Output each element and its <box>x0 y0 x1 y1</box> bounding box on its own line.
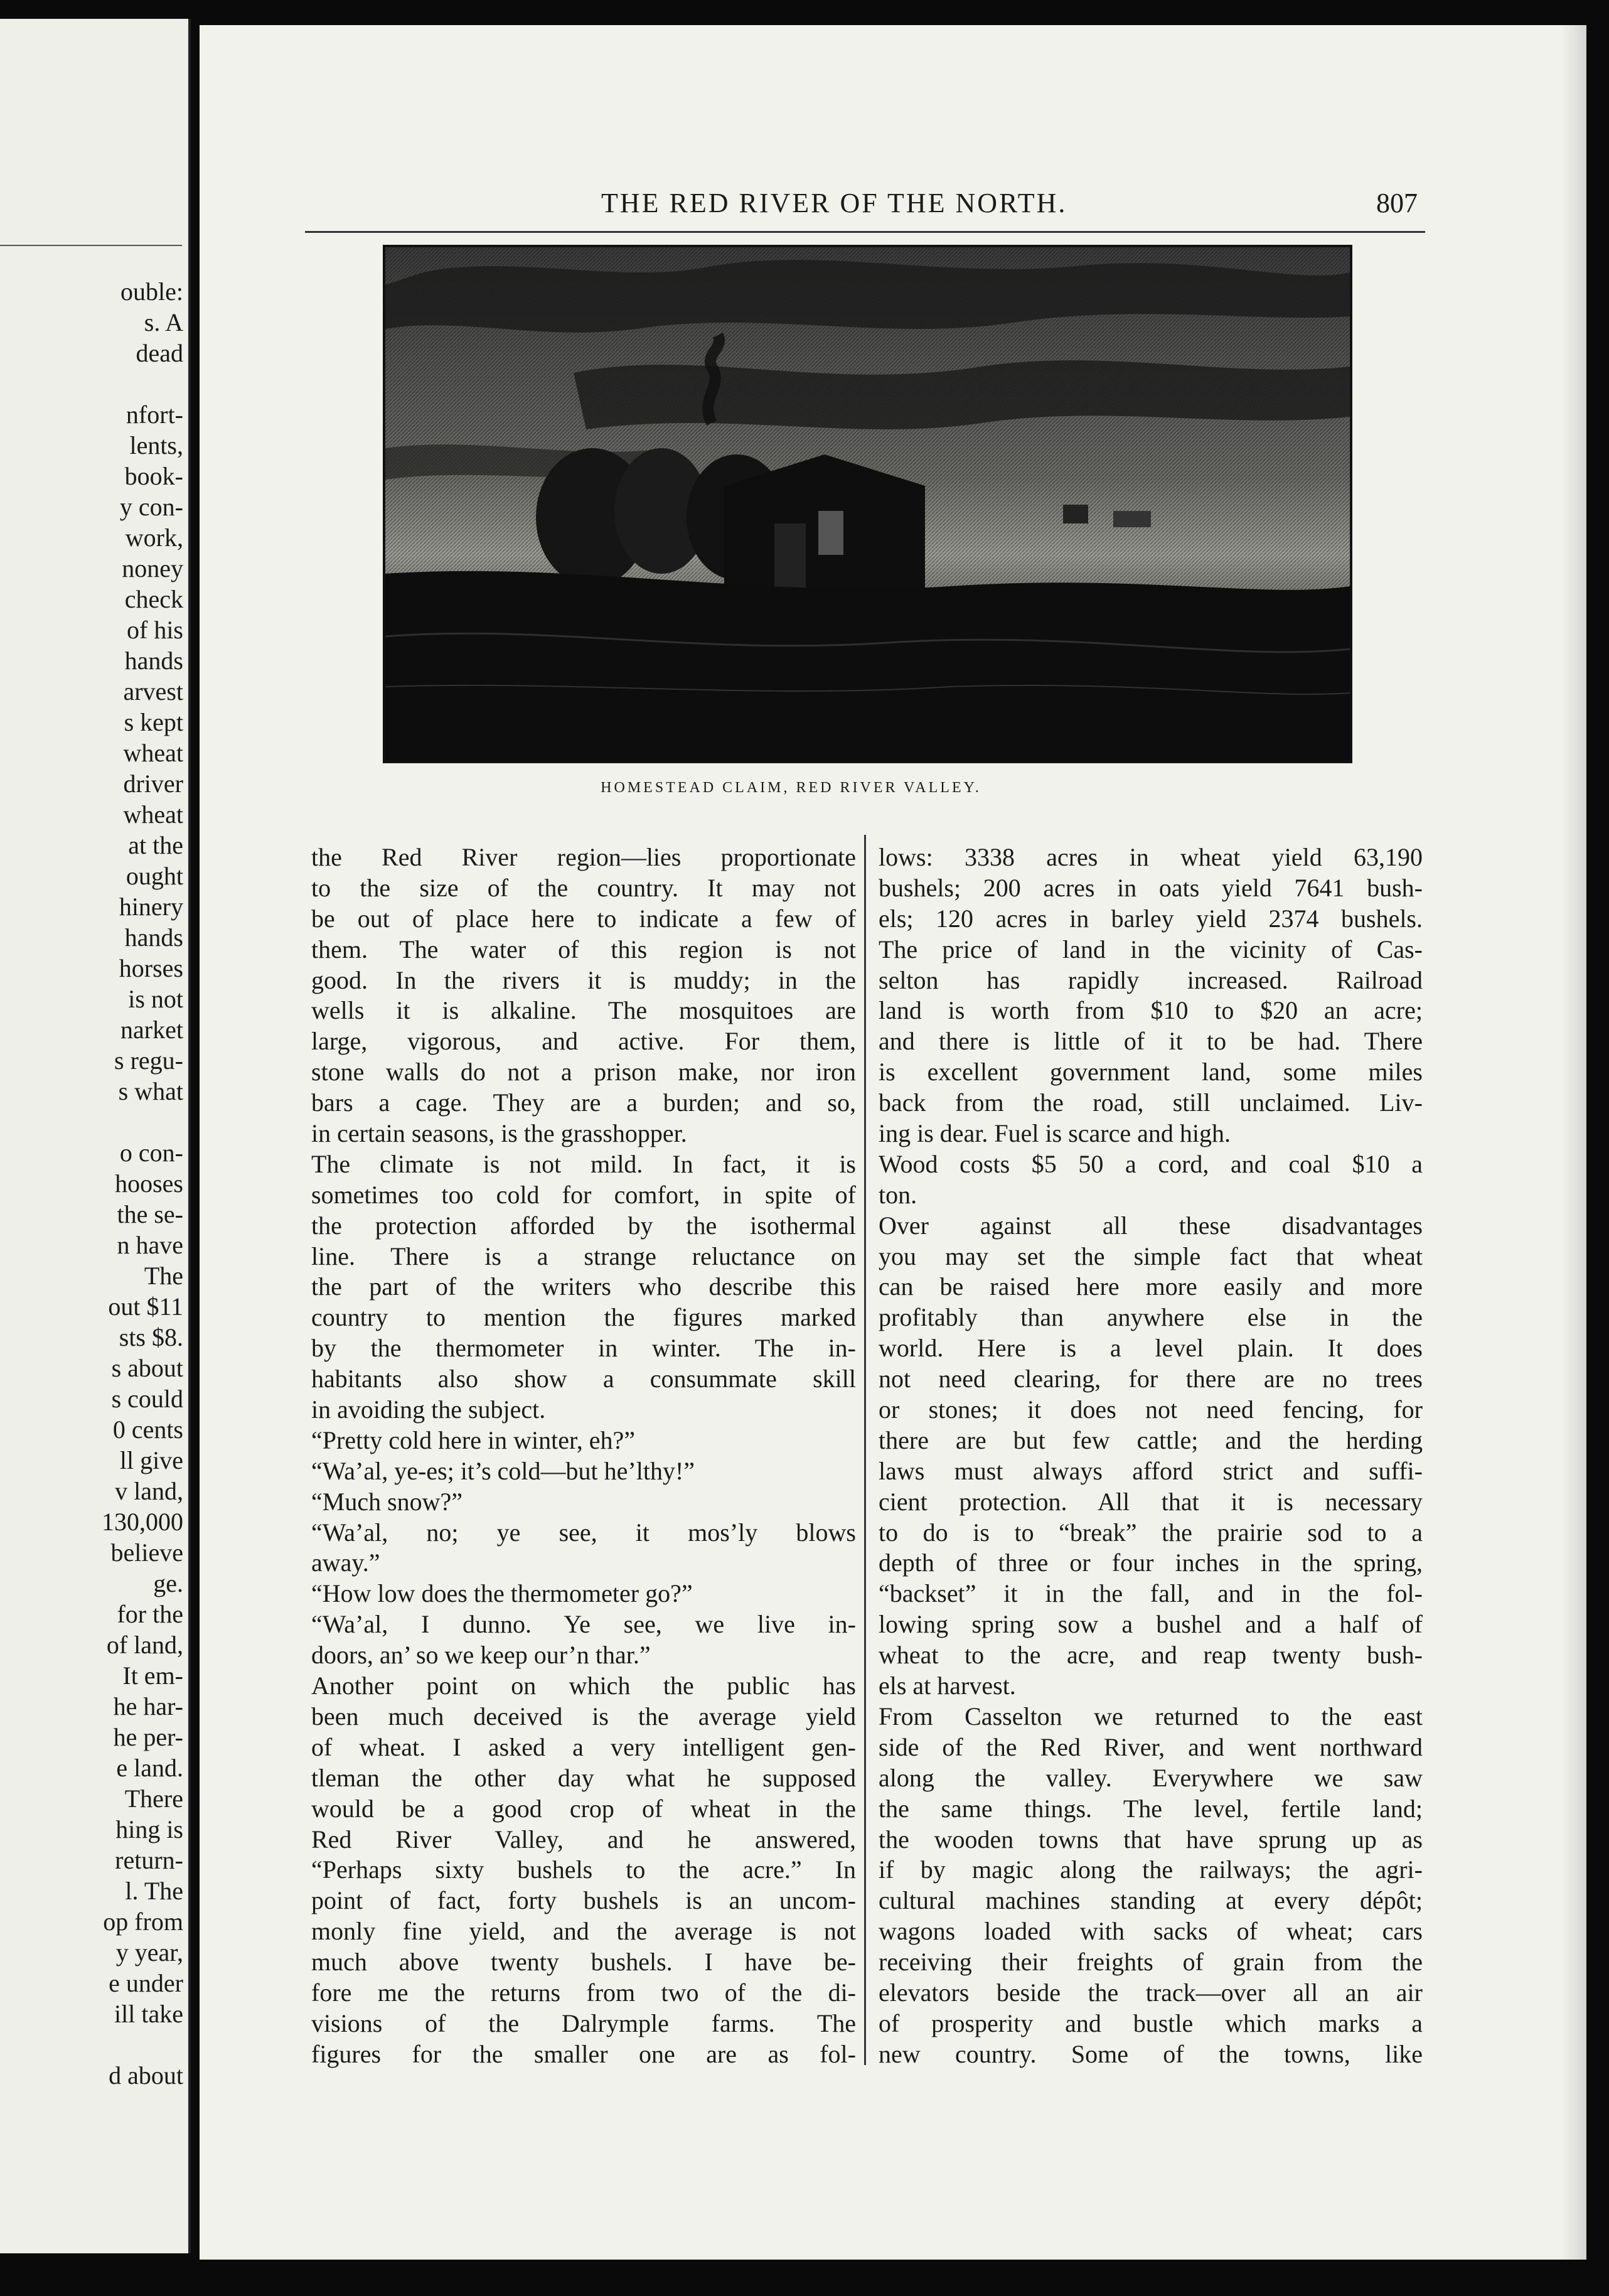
text-line: depth of three or four inches in the spring, <box>879 1548 1423 1577</box>
adjacent-page-line: check <box>124 585 183 613</box>
adjacent-page-line: ill take <box>114 2000 183 2028</box>
adjacent-page-line: s what <box>118 1077 183 1105</box>
adjacent-page-line: s about <box>111 1354 183 1382</box>
adjacent-page-line: dead <box>136 339 183 367</box>
adjacent-page-line: horses <box>119 954 183 982</box>
text-line: From Casselton we returned to the east <box>879 1702 1423 1730</box>
adjacent-page-line: e land. <box>116 1754 183 1782</box>
adjacent-page-line: l. The <box>125 1877 183 1905</box>
adjacent-page-line: 0 cents <box>112 1415 183 1444</box>
adjacent-page-line: s kept <box>124 708 183 736</box>
adjacent-page-line: noney <box>122 554 183 582</box>
adjacent-page-line: y year, <box>115 1938 183 1966</box>
adjacent-page-line: hooses <box>115 1169 183 1198</box>
text-line: been much deceived is the average yield <box>311 1702 856 1730</box>
text-line: world. Here is a level plain. It does <box>879 1334 1423 1363</box>
adjacent-page-line: hinery <box>119 893 183 921</box>
adjacent-page-rule <box>0 245 182 246</box>
adjacent-page-line: nfort- <box>126 400 183 429</box>
adjacent-page-line: s. A <box>144 308 183 336</box>
adjacent-page-line: ouble: <box>120 277 183 306</box>
adjacent-page-line: out $11 <box>108 1292 183 1321</box>
adjacent-page-line: hands <box>124 923 183 952</box>
adjacent-page-line: s regu- <box>114 1046 183 1075</box>
adjacent-page-fragment <box>0 19 191 2253</box>
text-line: “Perhaps sixty bushels to the acre.” In <box>311 1855 856 1884</box>
adjacent-page-line: of his <box>127 616 183 644</box>
header-rule <box>305 231 1425 233</box>
adjacent-page-line: work, <box>125 523 183 552</box>
text-line: much above twenty bushels. I have be- <box>311 1948 856 1977</box>
text-line: ing is dear. Fuel is scarce and high. <box>879 1119 1231 1148</box>
text-line: land is worth from $10 to $20 an acre; <box>879 996 1423 1025</box>
text-line: side of the Red River, and went northward <box>879 1732 1423 1761</box>
adjacent-page-line: It em- <box>122 1661 183 1690</box>
text-line: you may set the simple fact that wheat <box>879 1242 1423 1270</box>
text-line: bushels; 200 acres in oats yield 7641 bush- <box>879 873 1423 902</box>
text-line: and there is little of it to be had. There <box>879 1027 1423 1056</box>
adjacent-page-line: of land, <box>106 1631 183 1659</box>
adjacent-page-line: lents, <box>129 431 183 459</box>
figure-caption: HOMESTEAD CLAIM, RED RIVER VALLEY. <box>601 780 981 796</box>
text-line: the same things. The level, fertile land; <box>879 1794 1423 1823</box>
homestead-engraving <box>383 245 1352 763</box>
text-line: Red River Valley, and he answered, <box>311 1825 856 1853</box>
column-divider <box>864 835 866 2065</box>
text-line: profitably than anywhere else in the <box>879 1303 1423 1332</box>
adjacent-page-line: o con- <box>119 1139 183 1167</box>
running-head-title: THE RED RIVER OF THE NORTH. <box>601 188 1067 218</box>
text-line: stone walls do not a prison make, nor iron <box>311 1058 856 1086</box>
adjacent-page-text <box>0 276 183 2091</box>
text-line: tleman the other day what he supposed <box>311 1763 856 1792</box>
adjacent-page-line: return- <box>115 1846 183 1874</box>
adjacent-page-line: believe <box>110 1538 183 1567</box>
adjacent-page-line: ge. <box>153 1569 183 1597</box>
text-line: to do is to “break” the prairie sod to a <box>879 1518 1423 1547</box>
adjacent-page-line: driver <box>123 770 183 798</box>
page-edge-shadow <box>1561 25 1586 2260</box>
adjacent-page-line: hing is <box>115 1815 183 1843</box>
adjacent-page-line: is not <box>128 985 183 1013</box>
text-line: them. The water of this region is not <box>311 935 856 963</box>
text-line: the protection afforded by the isothermal <box>311 1211 856 1240</box>
text-line: Another point on which the public has <box>311 1671 856 1700</box>
text-line: the Red River region—lies proportionate <box>311 843 856 871</box>
text-line: cient protection. All that it is necessary <box>879 1487 1423 1516</box>
text-line: “backset” it in the fall, and in the fol- <box>879 1579 1423 1608</box>
text-line: if by magic along the railways; the agri- <box>879 1855 1423 1884</box>
text-line: is excellent government land, some miles <box>879 1058 1423 1086</box>
text-line: line. There is a strange reluctance on <box>311 1242 856 1270</box>
text-line: large, vigorous, and active. For them, <box>311 1027 856 1056</box>
adjacent-page-line: he har- <box>113 1692 183 1720</box>
adjacent-page-line: wheat <box>123 739 183 767</box>
adjacent-page-line: e under <box>109 1969 183 1997</box>
text-line: fore me the returns from two of the di- <box>311 1978 856 2007</box>
adjacent-page-line: at the <box>128 831 183 859</box>
text-line: in avoiding the subject. <box>311 1395 546 1424</box>
text-line: figures for the smaller one are as fol- <box>311 2039 856 2068</box>
adjacent-page-line: he per- <box>113 1723 183 1751</box>
text-line: the wooden towns that have sprung up as <box>879 1825 1423 1853</box>
adjacent-page-line <box>0 2029 183 2060</box>
text-line: visions of the Dalrymple farms. The <box>311 2009 856 2037</box>
page-number: 807 <box>1376 188 1418 218</box>
adjacent-page-line: sts $8. <box>119 1323 183 1351</box>
text-line: away.” <box>311 1548 380 1577</box>
text-column-left <box>311 842 856 2070</box>
adjacent-page-line: hands <box>124 646 183 675</box>
text-line: “Much snow?” <box>311 1487 463 1516</box>
text-line: the part of the writers who describe this <box>311 1272 856 1301</box>
adjacent-page-line: s could <box>111 1385 183 1413</box>
adjacent-page-line: ought <box>126 862 183 890</box>
text-line: back from the road, still unclaimed. Liv- <box>879 1088 1423 1117</box>
engraving-picture <box>385 247 1350 761</box>
adjacent-page-line: y con- <box>119 493 183 521</box>
adjacent-page-line: d about <box>109 2061 183 2089</box>
text-line: cultural machines standing at every dépôt; <box>879 1886 1423 1915</box>
text-line: be out of place here to indicate a few of <box>311 904 856 933</box>
adjacent-page-line: ll give <box>119 1446 183 1474</box>
text-line: Wood costs $5 50 a cord, and coal $10 a <box>879 1149 1423 1178</box>
text-line: “Wa’al, I dunno. Ye see, we live in- <box>311 1610 856 1639</box>
text-line: selton has rapidly increased. Railroad <box>879 965 1423 994</box>
text-line: of wheat. I asked a very intelligent gen- <box>311 1732 856 1761</box>
text-line: along the valley. Everywhere we saw <box>879 1763 1423 1792</box>
text-line: els; 120 acres in barley yield 2374 bushels. <box>879 904 1423 933</box>
text-line: country to mention the figures marked <box>311 1303 856 1332</box>
text-line: wells it is alkaline. The mosquitoes are <box>311 996 856 1025</box>
text-line: elevators beside the track—over all an air <box>879 1978 1423 2007</box>
text-line: sometimes too cold for comfort, in spite of <box>311 1180 856 1209</box>
text-line: good. In the rivers it is muddy; in the <box>311 965 856 994</box>
text-line: not need clearing, for there are no trees <box>879 1365 1423 1393</box>
adjacent-page-line <box>0 1107 183 1137</box>
text-line: by the thermometer in winter. The in- <box>311 1334 856 1363</box>
text-line: there are but few cattle; and the herding <box>879 1425 1423 1454</box>
text-line: The climate is not mild. In fact, it is <box>311 1149 856 1178</box>
text-line: The price of land in the vicinity of Cas- <box>879 935 1423 963</box>
adjacent-page-line: narket <box>120 1016 183 1044</box>
text-line: would be a good crop of wheat in the <box>311 1794 856 1823</box>
text-line: lowing spring sow a bushel and a half of <box>879 1610 1423 1639</box>
adjacent-page-line: book- <box>124 462 183 490</box>
text-line: doors, an’ so we keep our’n thar.” <box>311 1641 651 1670</box>
adjacent-page-line <box>0 368 183 399</box>
running-head <box>200 187 1586 225</box>
text-line: of prosperity and bustle which marks a <box>879 2009 1423 2037</box>
text-line: wagons loaded with sacks of wheat; cars <box>879 1917 1423 1946</box>
adjacent-page-line: v land, <box>115 1477 183 1505</box>
adjacent-page-line: There <box>124 1784 183 1813</box>
adjacent-page-line: wheat <box>123 800 183 829</box>
adjacent-page-line: the se- <box>117 1200 183 1228</box>
adjacent-page-line: n have <box>117 1231 183 1259</box>
text-line: or stones; it does not need fencing, for <box>879 1395 1423 1424</box>
adjacent-page-line: arvest <box>123 677 183 705</box>
text-line: ton. <box>879 1180 917 1209</box>
text-line: laws must always afford strict and suffi- <box>879 1456 1423 1485</box>
page <box>200 25 1586 2260</box>
text-line: els at harvest. <box>879 1671 1016 1700</box>
text-line: “Wa’al, ye-es; it’s cold—but he’lthy!” <box>311 1456 695 1485</box>
text-line: habitants also show a consummate skill <box>311 1365 856 1393</box>
text-line: “Wa’al, no; ye see, it mos’ly blows <box>311 1518 856 1547</box>
text-line: can be raised here more easily and more <box>879 1272 1423 1301</box>
text-line: to the size of the country. It may not <box>311 873 856 902</box>
text-line: “Pretty cold here in winter, eh?” <box>311 1425 635 1454</box>
text-line: Over against all these disadvantages <box>879 1211 1423 1240</box>
text-line: monly fine yield, and the average is not <box>311 1917 856 1946</box>
adjacent-page-line: op from <box>103 1907 183 1936</box>
text-line: lows: 3338 acres in wheat yield 63,190 <box>879 843 1423 871</box>
text-line: point of fact, forty bushels is an uncom- <box>311 1886 856 1915</box>
text-line: “How low does the thermometer go?” <box>311 1579 693 1608</box>
text-column-right <box>879 842 1423 2070</box>
text-line: receiving their freights of grain from the <box>879 1948 1423 1977</box>
text-line: bars a cage. They are a burden; and so, <box>311 1088 856 1117</box>
adjacent-page-line: The <box>144 1262 183 1290</box>
adjacent-page-line: 130,000 <box>102 1508 183 1536</box>
text-line: wheat to the acre, and reap twenty bush- <box>879 1641 1423 1670</box>
text-line: new country. Some of the towns, like <box>879 2039 1423 2068</box>
text-line: in certain seasons, is the grasshopper. <box>311 1119 687 1148</box>
adjacent-page-line: for the <box>117 1600 183 1628</box>
